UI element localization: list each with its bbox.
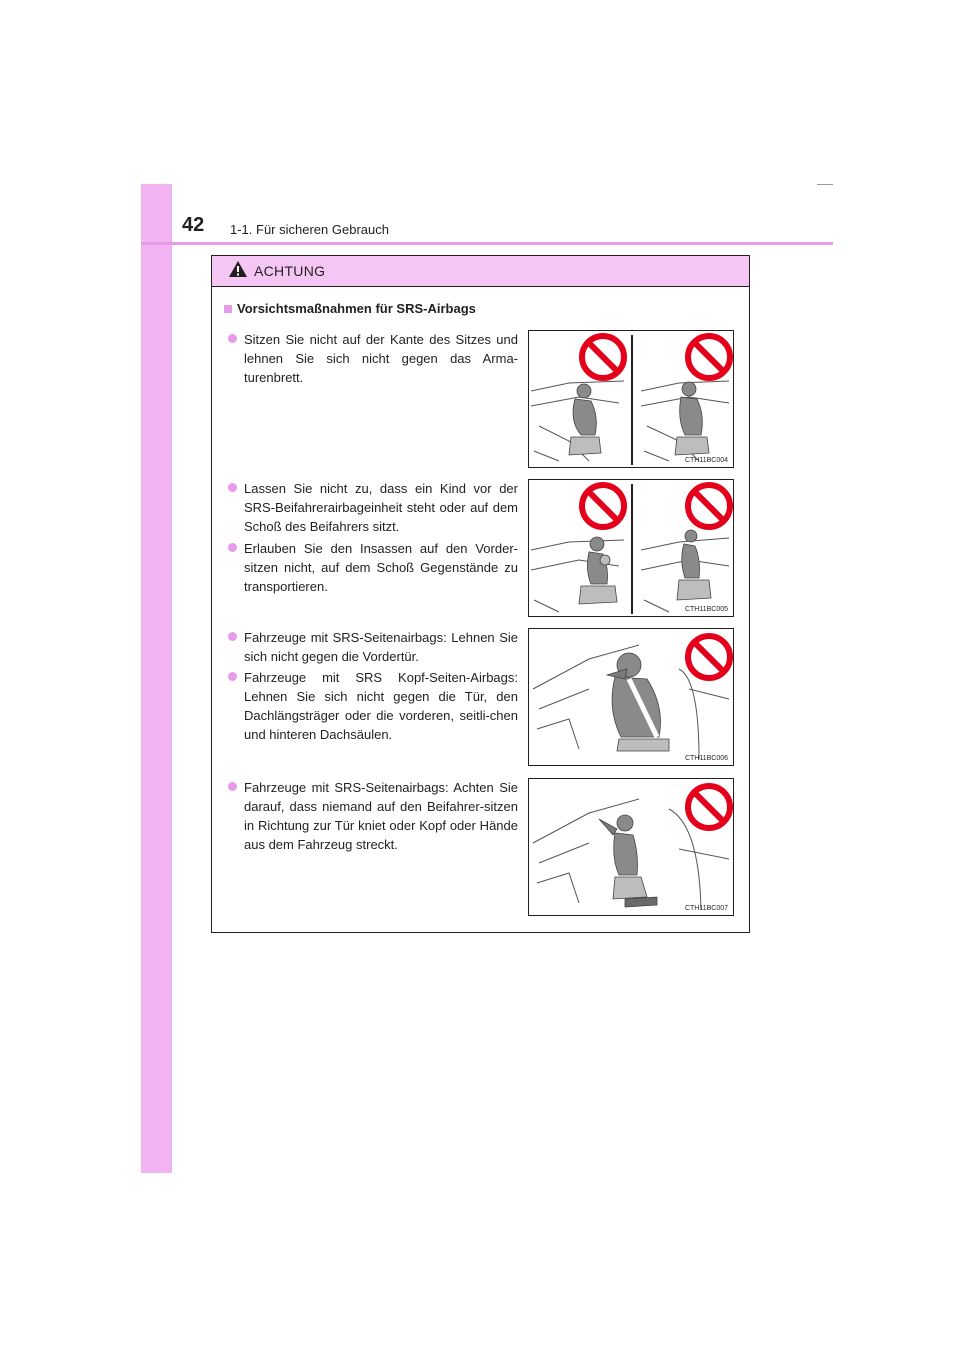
figure-code: CTH11BC007	[684, 905, 728, 912]
illustration-kneeling-on-seat	[528, 778, 734, 916]
list-item: Lassen Sie nicht zu, dass ein Kind vor der SRS-Beifahrerairbageinheit steht oder auf dem Schoß des Beifahrers sitzt.	[228, 479, 518, 536]
illustration-edge-of-seat	[528, 330, 734, 468]
figure-code: CTH11BC006	[684, 755, 728, 762]
chapter-side-band	[141, 184, 172, 1173]
illustration-leaning-door	[528, 628, 734, 766]
list-item: Fahrzeuge mit SRS Kopf-Seiten-Airbags: Lehnen Sie sich nicht gegen die Tür, den Dachlängsträger oder die vorderen, seitli-chen und hinteren Dachsäulen.	[228, 668, 518, 744]
prohibition-sign-icon	[688, 485, 730, 527]
bullet-dot-icon	[228, 543, 237, 552]
illustration-drawing	[529, 629, 734, 766]
bullet-dot-icon	[228, 632, 237, 641]
prohibition-sign-icon	[688, 636, 730, 678]
figure-code: CTH11BC005	[684, 606, 728, 613]
page-number: 42	[182, 214, 205, 236]
warning-subheading: Vorsichtsmaßnahmen für SRS-Airbags	[224, 301, 476, 316]
illustration-drawing	[529, 480, 734, 617]
crop-mark	[817, 184, 833, 185]
header-rule	[141, 242, 833, 245]
bullet-dot-icon	[228, 483, 237, 492]
list-item: Sitzen Sie nicht auf der Kante des Sitzes und lehnen Sie sich nicht gegen das Arma-turenbrett.	[228, 330, 518, 387]
list-item: Fahrzeuge mit SRS-Seitenairbags: Achten Sie darauf, dass niemand auf den Beifahrer-sitzen in Richtung zur Tür kniet oder Kopf oder Hände aus dem Fahrzeug streckt.	[228, 778, 518, 854]
prohibition-sign-icon	[688, 786, 730, 828]
prohibition-sign-icon	[688, 336, 730, 378]
square-bullet-icon	[224, 305, 232, 313]
warning-box	[211, 255, 750, 933]
bullet-dot-icon	[228, 782, 237, 791]
bullet-dot-icon	[228, 672, 237, 681]
warning-title: ACHTUNG	[254, 263, 326, 279]
section-title: 1-1. Für sicheren Gebrauch	[230, 222, 389, 237]
prohibition-sign-icon	[582, 485, 624, 527]
illustration-drawing	[529, 779, 734, 916]
warning-header	[212, 256, 749, 287]
prohibition-sign-icon	[582, 336, 624, 378]
figure-code: CTH11BC004	[684, 457, 728, 464]
illustration-child-passenger	[528, 479, 734, 617]
bullet-dot-icon	[228, 334, 237, 343]
illustration-drawing	[529, 331, 734, 468]
warning-triangle-icon	[228, 260, 248, 278]
list-item: Fahrzeuge mit SRS-Seitenairbags: Lehnen Sie sich nicht gegen die Vordertür.	[228, 628, 518, 666]
list-item: Erlauben Sie den Insassen auf den Vorder-sitzen nicht, auf dem Schoß Gegenstände zu transportieren.	[228, 539, 518, 596]
